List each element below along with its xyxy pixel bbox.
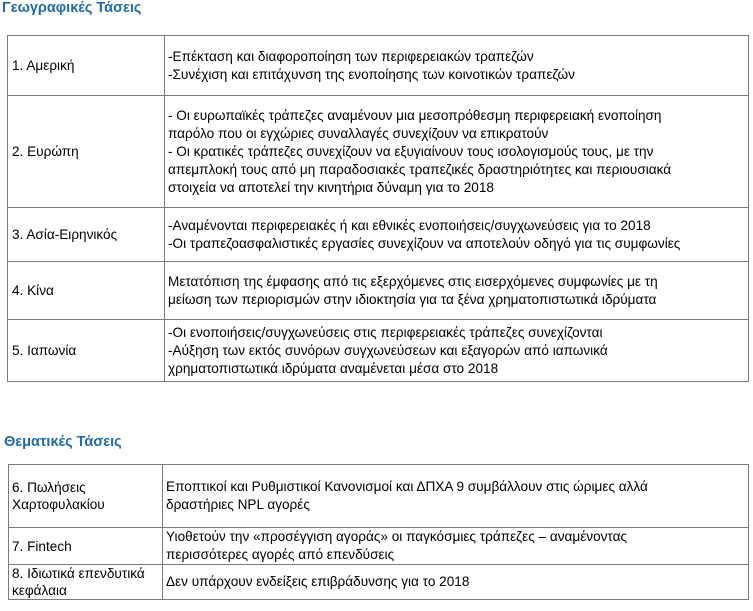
theme-label [9,565,163,600]
table-row [9,565,749,600]
table-row [8,320,749,382]
table-row [8,96,749,208]
description-line: -Επέκταση και διαφοροποίηση των περιφερειακών τραπεζών [168,48,534,64]
description-line: -Αναμένονται περιφερειακές ή και εθνικές ενοποιήσεις/συγχωνεύσεις για το 2018 [168,217,651,233]
description-line: Δεν υπάρχουν ενδείξεις επιβράδυνσης για το 2018 [166,574,470,589]
description-line: Μετατόπιση της έμφασης από τις εξερχόμενες στις εισερχόμενες συμφωνίες με τη [168,273,658,289]
region-description [165,36,749,96]
geographic-trends-heading: Γεωγραφικές Τάσεις [2,0,142,16]
region-label-text: 5. Ιαπωνία [12,342,77,358]
theme-label [9,528,163,565]
description-line: περισσότερες αγορές από επενδύσεις [166,547,395,562]
table-row [9,528,749,565]
description-line: Υιοθετούν την «προσέγγιση αγοράς» οι παγκόσμιες τράπεζες – αναμένοντας [166,529,628,544]
theme-label-text: 6. Πωλήσεις Χαρτοφυλακίου [12,480,105,512]
region-label-text: 2. Ευρώπη [12,143,79,159]
region-label [8,208,165,262]
thematic-trends-heading: Θεματικές Τάσεις [4,434,122,450]
description-line: χρηματοπιστωτικά ιδρύματα αναμένεται μέσα στο 2018 [168,360,499,376]
description-line: δραστήριες NPL αγορές [166,497,310,512]
table-row [9,465,749,528]
region-description [165,262,749,320]
region-label-text: 4. Κίνα [12,282,54,298]
description-line: - Οι κρατικές τράπεζες συνεχίζουν να εξυγιαίνουν τους ισολογισμούς τους, με την [168,143,654,159]
description-line: παρόλο που οι εγχώριες συναλλαγές συνεχίζουν να επικρατούν [168,125,549,141]
geographic-trends-table [7,35,749,382]
description-line: - Οι ευρωπαϊκές τράπεζες αναμένουν μια μεσοπρόθεσμη περιφερειακή ενοποίηση [168,107,662,123]
description-line: -Οι ενοποιήσεις/συγχωνεύσεις στις περιφερειακές τράπεζες συνεχίζονται [168,324,603,340]
region-label [8,262,165,320]
description-line: στοιχεία να αποτελεί την κινητήρια δύναμη για το 2018 [168,179,494,195]
theme-description [163,465,749,528]
region-label [8,320,165,382]
region-description [165,208,749,262]
theme-label-text: 8. Ιδιωτικά επενδυτικά κεφάλαια [12,566,145,598]
thematic-trends-table [8,464,749,600]
description-line: μείωση των περιορισμών στην ιδιοκτησία για τα ξένα χρηματοπιστωτικά ιδρύματα [168,291,657,307]
description-line: -Οι τραπεζοασφαλιστικές εργασίες συνεχίζουν να αποτελούν οδηγό για τις συμφωνίες [168,235,681,251]
table-row [8,208,749,262]
description-line: απεμπλοκή τους από μη παραδοσιακές τραπεζικές δραστηριότητες και περιουσιακά [168,161,672,177]
region-description [165,320,749,382]
theme-description [163,528,749,565]
region-label [8,96,165,208]
theme-label-text: 7. Fintech [12,538,72,554]
description-line: Εποπτικοί και Ρυθμιστικοί Κανονισμοί και ΔΠΧΑ 9 συμβάλλουν στις ώριμες αλλά [166,479,648,494]
theme-description [163,565,749,600]
description-line: -Συνέχιση και επιτάχυνση της ενοποίησης των κοινοτικών τραπεζών [168,66,575,82]
description-line: -Αύξηση των εκτός συνόρων συγχωνεύσεων και εξαγορών από ιαπωνικά [168,342,608,358]
table-row [8,36,749,96]
table-row [8,262,749,320]
region-label-text: 1. Αμερική [12,57,75,73]
region-label [8,36,165,96]
theme-label [9,465,163,528]
region-description [165,96,749,208]
region-label-text: 3. Ασία-Ειρηνικός [12,226,118,242]
